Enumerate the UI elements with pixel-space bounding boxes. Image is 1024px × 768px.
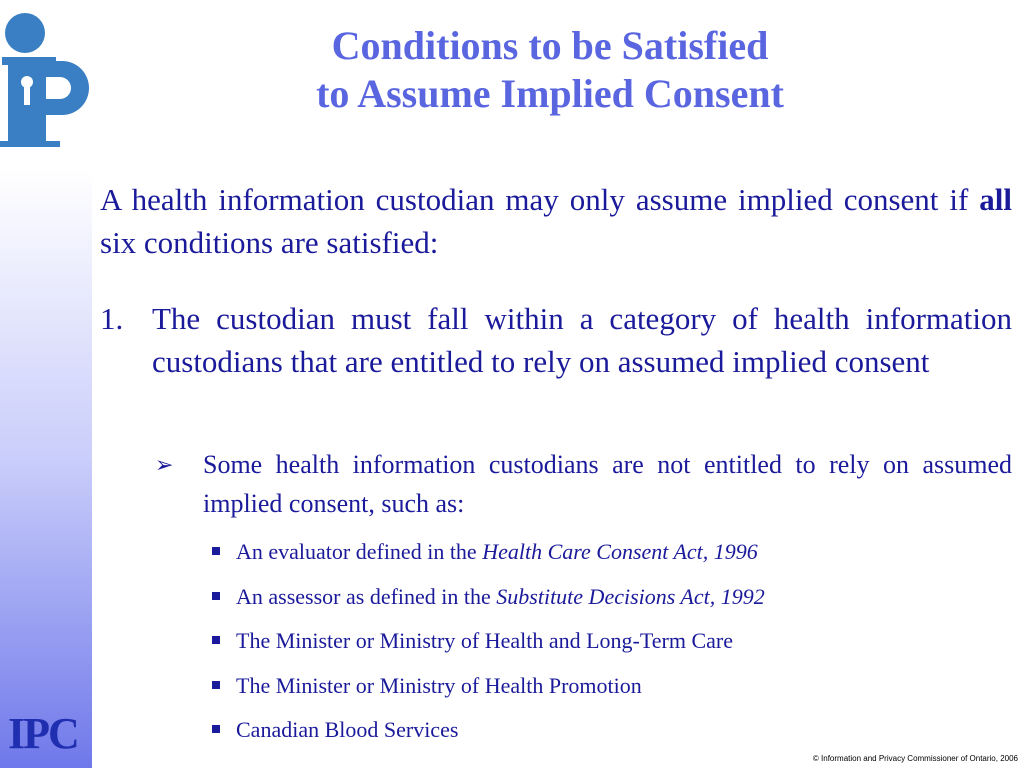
act-name: Substitute Decisions Act, 1992 — [496, 583, 765, 609]
list-item-text: The Minister or Ministry of Health and Long-Term Care — [236, 628, 733, 653]
ipc-wordmark: IPC — [8, 709, 78, 758]
title-line-1: Conditions to be Satisfied — [331, 23, 769, 68]
list-item-text: The Minister or Ministry of Health Promotion — [236, 672, 642, 698]
act-name: Health Care Consent Act, 1996 — [482, 539, 758, 564]
square-bullet-icon — [212, 592, 220, 600]
intro-emphasis: all — [979, 182, 1012, 217]
square-bullet-icon — [212, 725, 220, 733]
numbered-point-1 — [100, 297, 1012, 383]
list-item — [210, 582, 765, 627]
sub-point-text: Some health information custodians are not entitled to rely on assumed implied consent, such as: — [203, 450, 1012, 518]
arrow-bullet-icon: ➢ — [155, 452, 174, 477]
intro-paragraph — [100, 178, 1012, 264]
copyright-notice: © Information and Privacy Commissioner of Ontario, 2006 — [812, 754, 1018, 763]
list-item — [210, 537, 765, 582]
point-number: 1. — [100, 301, 124, 336]
ipc-logo-icon — [0, 5, 92, 150]
title-line-2: to Assume Implied Consent — [316, 71, 784, 116]
list-item — [210, 671, 765, 716]
point-text: The custodian must fall within a category of health information custodians that are entitled to rely on assumed implied consent — [152, 301, 1012, 379]
list-item — [210, 715, 765, 760]
list-item — [210, 626, 765, 671]
square-bullet-icon — [212, 681, 220, 689]
list-item-text: An assessor as defined in the — [236, 583, 497, 609]
sub-point — [155, 445, 1012, 523]
example-list — [210, 537, 765, 760]
list-item-text: Canadian Blood Services — [236, 717, 459, 742]
intro-text-end: six conditions are satisfied: — [100, 225, 439, 260]
slide-title — [200, 22, 900, 118]
intro-text: A health information custodian may only assume implied consent if — [100, 182, 980, 217]
list-item-text: An evaluator defined in the — [236, 539, 483, 564]
square-bullet-icon — [212, 547, 220, 555]
square-bullet-icon — [212, 636, 220, 644]
